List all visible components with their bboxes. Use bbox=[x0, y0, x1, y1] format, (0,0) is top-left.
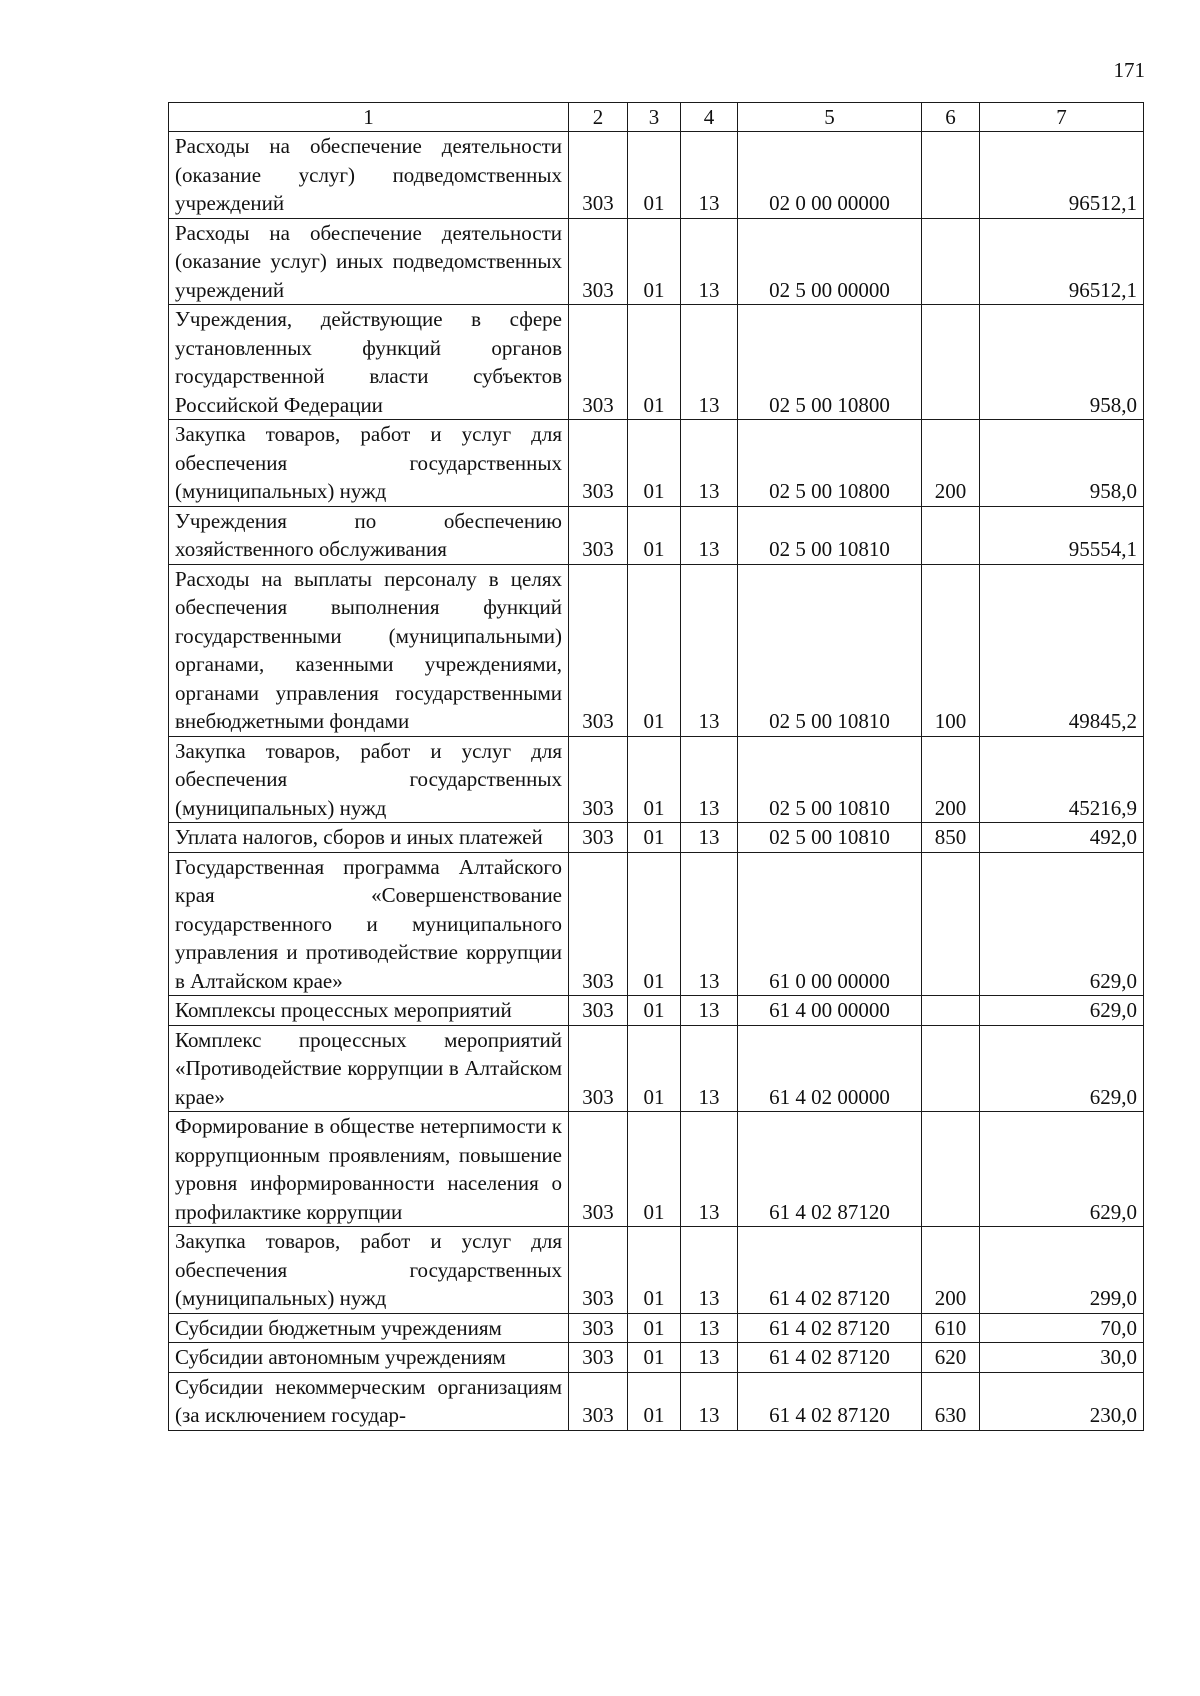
row-name-cell: Расходы на обеспечение деятельности (оказание услуг) иных подведомственных учреждений bbox=[169, 218, 569, 305]
row-name-cell: Субсидии автономным учреждениям bbox=[169, 1343, 569, 1373]
admin-code-cell: 303 bbox=[569, 1227, 628, 1314]
header-row bbox=[169, 103, 1144, 132]
subsection-cell: 13 bbox=[681, 736, 738, 823]
admin-code-cell: 303 bbox=[569, 1372, 628, 1430]
target-item-cell: 61 4 02 87120 bbox=[738, 1227, 922, 1314]
target-item-cell: 02 5 00 10810 bbox=[738, 736, 922, 823]
table-row bbox=[169, 1227, 1144, 1314]
table-row bbox=[169, 132, 1144, 219]
section-cell: 01 bbox=[628, 1112, 681, 1227]
amount-cell: 958,0 bbox=[980, 420, 1144, 507]
section-cell: 01 bbox=[628, 1372, 681, 1430]
admin-code-cell: 303 bbox=[569, 305, 628, 420]
budget-table bbox=[168, 102, 1144, 1431]
row-name-cell: Субсидии бюджетным учреждениям bbox=[169, 1313, 569, 1343]
target-item-cell: 02 5 00 10800 bbox=[738, 305, 922, 420]
subsection-cell: 13 bbox=[681, 852, 738, 996]
section-cell: 01 bbox=[628, 996, 681, 1026]
amount-cell: 45216,9 bbox=[980, 736, 1144, 823]
table-row bbox=[169, 852, 1144, 996]
amount-cell: 492,0 bbox=[980, 823, 1144, 853]
subsection-cell: 13 bbox=[681, 1313, 738, 1343]
target-item-cell: 61 4 00 00000 bbox=[738, 996, 922, 1026]
expense-type-cell bbox=[922, 852, 980, 996]
page-number: 171 bbox=[1113, 58, 1145, 82]
section-cell: 01 bbox=[628, 305, 681, 420]
row-name-cell: Комплексы процессных мероприятий bbox=[169, 996, 569, 1026]
section-cell: 01 bbox=[628, 1343, 681, 1373]
subsection-cell: 13 bbox=[681, 1372, 738, 1430]
admin-code-cell: 303 bbox=[569, 132, 628, 219]
expense-type-cell: 630 bbox=[922, 1372, 980, 1430]
subsection-cell: 13 bbox=[681, 996, 738, 1026]
subsection-cell: 13 bbox=[681, 132, 738, 219]
section-cell: 01 bbox=[628, 420, 681, 507]
admin-code-cell: 303 bbox=[569, 1343, 628, 1373]
subsection-cell: 13 bbox=[681, 1112, 738, 1227]
subsection-cell: 13 bbox=[681, 1025, 738, 1112]
subsection-cell: 13 bbox=[681, 1227, 738, 1314]
expense-type-cell: 610 bbox=[922, 1313, 980, 1343]
section-cell: 01 bbox=[628, 132, 681, 219]
expense-type-cell bbox=[922, 132, 980, 219]
admin-code-cell: 303 bbox=[569, 1313, 628, 1343]
expense-type-cell: 100 bbox=[922, 564, 980, 736]
admin-code-cell: 303 bbox=[569, 1025, 628, 1112]
section-cell: 01 bbox=[628, 852, 681, 996]
table-row bbox=[169, 1343, 1144, 1373]
expense-type-cell bbox=[922, 996, 980, 1026]
column-header: 4 bbox=[681, 103, 738, 132]
expense-type-cell: 850 bbox=[922, 823, 980, 853]
row-name-cell: Закупка товаров, работ и услуг для обеспечения государственных (муниципальных) нужд bbox=[169, 1227, 569, 1314]
target-item-cell: 02 5 00 10810 bbox=[738, 823, 922, 853]
row-name-cell: Государственная программа Алтайского края «Совершенствование государственного и муниципального управления и противодействие коррупции в Алтайском крае» bbox=[169, 852, 569, 996]
table-row bbox=[169, 305, 1144, 420]
expense-type-cell: 200 bbox=[922, 420, 980, 507]
section-cell: 01 bbox=[628, 823, 681, 853]
amount-cell: 629,0 bbox=[980, 1112, 1144, 1227]
expense-type-cell: 620 bbox=[922, 1343, 980, 1373]
admin-code-cell: 303 bbox=[569, 420, 628, 507]
section-cell: 01 bbox=[628, 506, 681, 564]
admin-code-cell: 303 bbox=[569, 1112, 628, 1227]
table-row bbox=[169, 1372, 1144, 1430]
target-item-cell: 02 5 00 00000 bbox=[738, 218, 922, 305]
column-header: 2 bbox=[569, 103, 628, 132]
table-row bbox=[169, 823, 1144, 853]
amount-cell: 629,0 bbox=[980, 1025, 1144, 1112]
row-name-cell: Уплата налогов, сборов и иных платежей bbox=[169, 823, 569, 853]
target-item-cell: 02 0 00 00000 bbox=[738, 132, 922, 219]
subsection-cell: 13 bbox=[681, 218, 738, 305]
target-item-cell: 61 0 00 00000 bbox=[738, 852, 922, 996]
table-row bbox=[169, 1112, 1144, 1227]
row-name-cell: Расходы на обеспечение деятельности (оказание услуг) подведомственных учреждений bbox=[169, 132, 569, 219]
subsection-cell: 13 bbox=[681, 420, 738, 507]
row-name-cell: Субсидии некоммерческим организациям (за исключением государ- bbox=[169, 1372, 569, 1430]
table-row bbox=[169, 736, 1144, 823]
table-row bbox=[169, 564, 1144, 736]
table-body bbox=[169, 132, 1144, 1431]
amount-cell: 958,0 bbox=[980, 305, 1144, 420]
table-row bbox=[169, 218, 1144, 305]
section-cell: 01 bbox=[628, 736, 681, 823]
target-item-cell: 61 4 02 87120 bbox=[738, 1372, 922, 1430]
admin-code-cell: 303 bbox=[569, 996, 628, 1026]
row-name-cell: Комплекс процессных мероприятий «Противодействие коррупции в Алтайском крае» bbox=[169, 1025, 569, 1112]
expense-type-cell: 200 bbox=[922, 1227, 980, 1314]
amount-cell: 629,0 bbox=[980, 852, 1144, 996]
row-name-cell: Формирование в обществе нетерпимости к коррупционным проявлениям, повышение уровня информированности населения о профилактике коррупции bbox=[169, 1112, 569, 1227]
admin-code-cell: 303 bbox=[569, 823, 628, 853]
target-item-cell: 61 4 02 87120 bbox=[738, 1343, 922, 1373]
row-name-cell: Учреждения, действующие в сфере установленных функций органов государственной власти субъектов Российской Федерации bbox=[169, 305, 569, 420]
expense-type-cell bbox=[922, 305, 980, 420]
column-header: 7 bbox=[980, 103, 1144, 132]
column-header: 6 bbox=[922, 103, 980, 132]
target-item-cell: 61 4 02 87120 bbox=[738, 1112, 922, 1227]
row-name-cell: Закупка товаров, работ и услуг для обеспечения государственных (муниципальных) нужд bbox=[169, 420, 569, 507]
column-header: 1 bbox=[169, 103, 569, 132]
row-name-cell: Расходы на выплаты персоналу в целях обеспечения выполнения функций государственными (муниципальными) органами, казенными учреждениями, органами управления государственными внебюджетными фондами bbox=[169, 564, 569, 736]
section-cell: 01 bbox=[628, 1313, 681, 1343]
admin-code-cell: 303 bbox=[569, 736, 628, 823]
subsection-cell: 13 bbox=[681, 823, 738, 853]
row-name-cell: Учреждения по обеспечению хозяйственного обслуживания bbox=[169, 506, 569, 564]
amount-cell: 95554,1 bbox=[980, 506, 1144, 564]
expense-type-cell bbox=[922, 1112, 980, 1227]
subsection-cell: 13 bbox=[681, 564, 738, 736]
target-item-cell: 02 5 00 10810 bbox=[738, 506, 922, 564]
amount-cell: 96512,1 bbox=[980, 132, 1144, 219]
subsection-cell: 13 bbox=[681, 1343, 738, 1373]
subsection-cell: 13 bbox=[681, 305, 738, 420]
amount-cell: 299,0 bbox=[980, 1227, 1144, 1314]
amount-cell: 70,0 bbox=[980, 1313, 1144, 1343]
expense-type-cell bbox=[922, 1025, 980, 1112]
target-item-cell: 02 5 00 10800 bbox=[738, 420, 922, 507]
table-row bbox=[169, 1313, 1144, 1343]
admin-code-cell: 303 bbox=[569, 564, 628, 736]
section-cell: 01 bbox=[628, 564, 681, 736]
table-row bbox=[169, 506, 1144, 564]
table-row bbox=[169, 420, 1144, 507]
target-item-cell: 61 4 02 87120 bbox=[738, 1313, 922, 1343]
amount-cell: 30,0 bbox=[980, 1343, 1144, 1373]
admin-code-cell: 303 bbox=[569, 506, 628, 564]
section-cell: 01 bbox=[628, 1025, 681, 1112]
amount-cell: 96512,1 bbox=[980, 218, 1144, 305]
row-name-cell: Закупка товаров, работ и услуг для обеспечения государственных (муниципальных) нужд bbox=[169, 736, 569, 823]
amount-cell: 230,0 bbox=[980, 1372, 1144, 1430]
target-item-cell: 02 5 00 10810 bbox=[738, 564, 922, 736]
section-cell: 01 bbox=[628, 1227, 681, 1314]
table-row bbox=[169, 996, 1144, 1026]
amount-cell: 49845,2 bbox=[980, 564, 1144, 736]
admin-code-cell: 303 bbox=[569, 852, 628, 996]
target-item-cell: 61 4 02 00000 bbox=[738, 1025, 922, 1112]
expense-type-cell: 200 bbox=[922, 736, 980, 823]
section-cell: 01 bbox=[628, 218, 681, 305]
admin-code-cell: 303 bbox=[569, 218, 628, 305]
expense-type-cell bbox=[922, 506, 980, 564]
expense-type-cell bbox=[922, 218, 980, 305]
subsection-cell: 13 bbox=[681, 506, 738, 564]
amount-cell: 629,0 bbox=[980, 996, 1144, 1026]
column-header: 3 bbox=[628, 103, 681, 132]
column-header: 5 bbox=[738, 103, 922, 132]
table-row bbox=[169, 1025, 1144, 1112]
